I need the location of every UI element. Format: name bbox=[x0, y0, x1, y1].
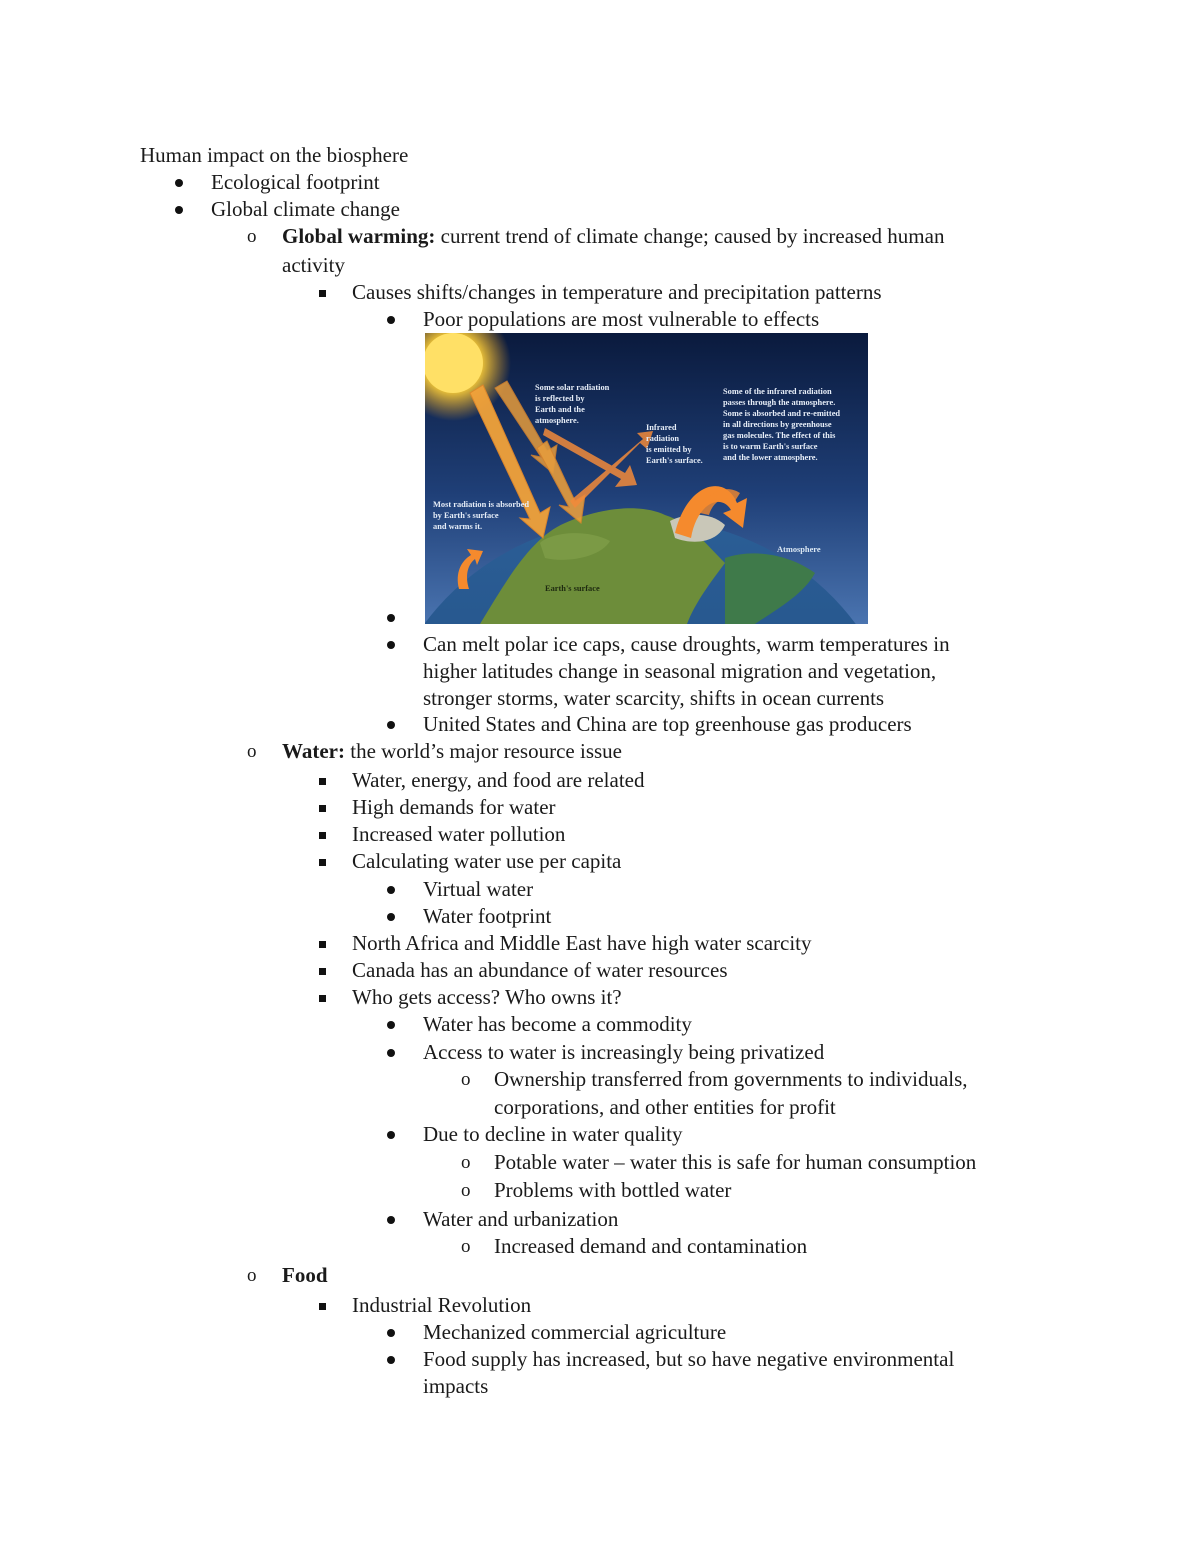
list-item: Can melt polar ice caps, cause droughts, warm temperatures in bbox=[423, 632, 950, 656]
square-bullet-icon bbox=[318, 794, 328, 821]
diagram-label-surface: Earth's surface bbox=[545, 584, 600, 593]
bullet-icon bbox=[173, 196, 185, 223]
diagram-label-atmosphere: Atmosphere bbox=[777, 545, 821, 554]
list-item: Industrial Revolution bbox=[352, 1293, 532, 1317]
list-item-continuation: activity bbox=[282, 253, 345, 277]
bullet-icon bbox=[385, 1206, 397, 1233]
bullet-icon bbox=[385, 903, 397, 930]
term-label: Water: bbox=[282, 739, 345, 763]
list-item: Poor populations are most vulnerable to effects bbox=[423, 307, 820, 331]
bullet-icon bbox=[385, 1346, 397, 1373]
square-bullet-icon bbox=[318, 767, 328, 794]
list-item: Causes shifts/changes in temperature and precipitation patterns bbox=[352, 280, 882, 304]
list-item: Global climate change bbox=[211, 197, 400, 221]
list-item: Potable water – water this is safe for human consumption bbox=[494, 1150, 977, 1174]
diagram-label-absorbed: Most radiation is absorbed by Earth's surface and warms it. bbox=[433, 500, 530, 531]
document-title: Human impact on the biosphere bbox=[140, 143, 409, 167]
list-item: Canada has an abundance of water resources bbox=[352, 958, 728, 982]
list-item-water bbox=[282, 738, 622, 765]
term-definition: the world’s major resource issue bbox=[344, 739, 622, 763]
bullet-icon bbox=[173, 169, 185, 196]
list-item: Water and urbanization bbox=[423, 1207, 619, 1231]
list-item-continuation: higher latitudes change in seasonal migration and vegetation, bbox=[423, 659, 937, 683]
bullet-icon bbox=[385, 631, 397, 658]
list-item-continuation: impacts bbox=[423, 1374, 489, 1398]
list-item-food bbox=[282, 1262, 328, 1289]
list-item: Increased demand and contamination bbox=[494, 1234, 808, 1258]
square-bullet-icon bbox=[318, 848, 328, 875]
list-item: High demands for water bbox=[352, 795, 556, 819]
circle-bullet-icon: o bbox=[461, 1069, 471, 1090]
list-item: Problems with bottled water bbox=[494, 1178, 732, 1202]
square-bullet-icon bbox=[318, 930, 328, 957]
list-item: Water footprint bbox=[423, 904, 552, 928]
list-item: Water, energy, and food are related bbox=[352, 768, 645, 792]
circle-bullet-icon: o bbox=[247, 741, 257, 762]
greenhouse-effect-diagram bbox=[425, 333, 868, 624]
list-item-continuation: corporations, and other entities for profit bbox=[494, 1095, 836, 1119]
bullet-icon bbox=[385, 604, 397, 631]
list-item: Food supply has increased, but so have negative environmental bbox=[423, 1347, 955, 1371]
list-item: Water has become a commodity bbox=[423, 1012, 692, 1036]
list-item-continuation: stronger storms, water scarcity, shifts in ocean currents bbox=[423, 686, 885, 710]
circle-bullet-icon: o bbox=[461, 1180, 471, 1201]
circle-bullet-icon: o bbox=[247, 226, 257, 247]
list-item: Mechanized commercial agriculture bbox=[423, 1320, 727, 1344]
list-item: Access to water is increasingly being privatized bbox=[423, 1040, 825, 1064]
list-item: Calculating water use per capita bbox=[352, 849, 622, 873]
bullet-icon bbox=[385, 711, 397, 738]
list-item: United States and China are top greenhouse gas producers bbox=[423, 712, 912, 736]
square-bullet-icon bbox=[318, 984, 328, 1011]
bullet-icon bbox=[385, 306, 397, 333]
circle-bullet-icon: o bbox=[461, 1152, 471, 1173]
bullet-icon bbox=[385, 1039, 397, 1066]
list-item: Ownership transferred from governments to individuals, bbox=[494, 1067, 968, 1091]
term-label: Food bbox=[282, 1263, 328, 1287]
term-label: Global warming: bbox=[282, 224, 436, 248]
bullet-icon bbox=[385, 1121, 397, 1148]
square-bullet-icon bbox=[318, 821, 328, 848]
bullet-icon bbox=[385, 1011, 397, 1038]
list-item: North Africa and Middle East have high water scarcity bbox=[352, 931, 812, 955]
list-item: Virtual water bbox=[423, 877, 534, 901]
diagram-label-infrared: Infrared radiation is emitted by Earth's surface. bbox=[646, 423, 703, 465]
list-item-global-warming bbox=[282, 223, 944, 250]
bullet-icon bbox=[385, 1319, 397, 1346]
circle-bullet-icon: o bbox=[247, 1265, 257, 1286]
term-definition: current trend of climate change; caused by increased human bbox=[435, 224, 945, 248]
square-bullet-icon bbox=[318, 1292, 328, 1319]
list-item: Increased water pollution bbox=[352, 822, 566, 846]
list-item: Ecological footprint bbox=[211, 170, 380, 194]
diagram-label-greenhouse: Some of the infrared radiation passes through the atmosphere. Some is absorbed and re-emitted in all directions by greenhouse gas molecules. The effect of this is to warm Earth's surface and the lower atmosphere. bbox=[723, 387, 841, 462]
list-item: Who gets access? Who owns it? bbox=[352, 985, 622, 1009]
square-bullet-icon bbox=[318, 957, 328, 984]
diagram-label-reflected: Some solar radiation is reflected by Earth and the atmosphere. bbox=[535, 383, 610, 425]
circle-bullet-icon: o bbox=[461, 1236, 471, 1257]
list-item: Due to decline in water quality bbox=[423, 1122, 683, 1146]
square-bullet-icon bbox=[318, 279, 328, 306]
bullet-icon bbox=[385, 876, 397, 903]
